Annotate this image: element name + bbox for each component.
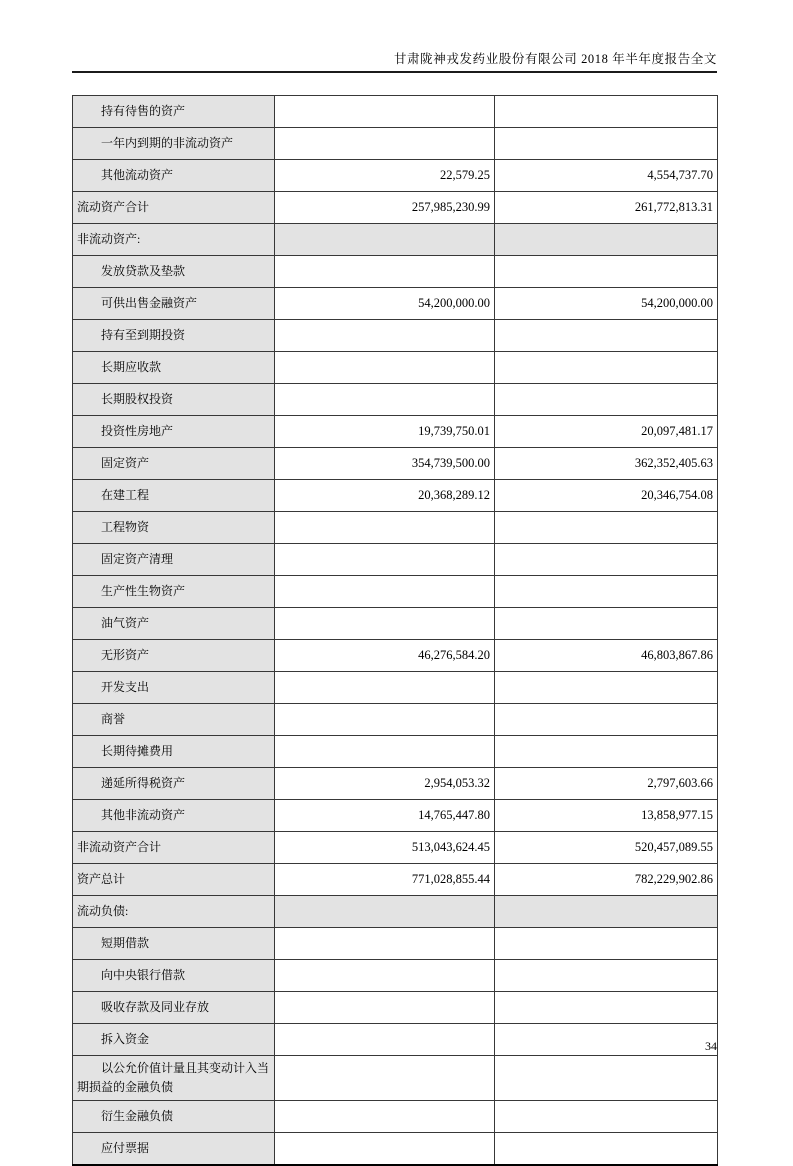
row-label: 生产性生物资产: [73, 576, 275, 608]
row-value-col1: [275, 512, 495, 544]
table-row: [73, 352, 718, 384]
row-value-col1: 354,739,500.00: [275, 448, 495, 480]
table-row: [73, 864, 718, 896]
row-value-col1: [275, 1133, 495, 1166]
table-row: [73, 416, 718, 448]
row-value-col2: [495, 352, 718, 384]
row-value-col2: [495, 384, 718, 416]
row-value-col2: [495, 96, 718, 128]
row-label: 可供出售金融资产: [73, 288, 275, 320]
row-value-col1: [275, 320, 495, 352]
table-row: [73, 640, 718, 672]
row-value-col2: [495, 1133, 718, 1166]
row-value-col1: [275, 544, 495, 576]
row-value-col1: [275, 224, 495, 256]
row-value-col2: [495, 1101, 718, 1133]
report-header-title: 甘肃陇神戎发药业股份有限公司 2018 年半年度报告全文: [393, 52, 717, 66]
row-value-col1: [275, 960, 495, 992]
row-label: 拆入资金: [73, 1024, 275, 1056]
row-value-col2: [495, 576, 718, 608]
row-value-col2: 520,457,089.55: [495, 832, 718, 864]
row-value-col2: 13,858,977.15: [495, 800, 718, 832]
row-label: 工程物资: [73, 512, 275, 544]
row-value-col1: 2,954,053.32: [275, 768, 495, 800]
row-value-col2: [495, 704, 718, 736]
row-value-col1: 513,043,624.45: [275, 832, 495, 864]
row-value-col1: [275, 256, 495, 288]
row-label: 递延所得税资产: [73, 768, 275, 800]
table-row: [73, 384, 718, 416]
row-value-col1: [275, 992, 495, 1024]
table-row: [73, 768, 718, 800]
table-row: [73, 960, 718, 992]
row-value-col2: [495, 256, 718, 288]
row-label: 无形资产: [73, 640, 275, 672]
row-value-col2: [495, 544, 718, 576]
row-value-col1: 14,765,447.80: [275, 800, 495, 832]
row-value-col2: [495, 672, 718, 704]
row-value-col1: [275, 1101, 495, 1133]
table-row: [73, 1101, 718, 1133]
row-label: 商誉: [73, 704, 275, 736]
row-value-col1: [275, 672, 495, 704]
row-value-col2: [495, 128, 718, 160]
row-value-col2: 20,097,481.17: [495, 416, 718, 448]
row-label: 油气资产: [73, 608, 275, 640]
row-value-col2: [495, 736, 718, 768]
row-label: 资产总计: [73, 864, 275, 896]
table-row: [73, 672, 718, 704]
row-value-col2: 362,352,405.63: [495, 448, 718, 480]
row-value-col1: 257,985,230.99: [275, 192, 495, 224]
balance-sheet-table: [72, 95, 718, 1166]
row-label: 以公允价值计量且其变动计入当期损益的金融负债: [73, 1056, 275, 1101]
row-label: 应付票据: [73, 1133, 275, 1166]
row-label: 固定资产: [73, 448, 275, 480]
table-row: [73, 96, 718, 128]
row-value-col2: 782,229,902.86: [495, 864, 718, 896]
table-row: [73, 704, 718, 736]
table-row: [73, 896, 718, 928]
table-row: [73, 160, 718, 192]
row-value-col1: [275, 1056, 495, 1101]
row-label: 流动负债:: [73, 896, 275, 928]
row-value-col2: [495, 992, 718, 1024]
table-row: [73, 992, 718, 1024]
row-label: 其他非流动资产: [73, 800, 275, 832]
row-value-col2: [495, 928, 718, 960]
row-value-col1: [275, 896, 495, 928]
row-label: 非流动资产合计: [73, 832, 275, 864]
balance-sheet-table-body: [73, 96, 718, 1166]
table-row: [73, 1133, 718, 1166]
row-value-col1: 46,276,584.20: [275, 640, 495, 672]
table-row: [73, 544, 718, 576]
table-row: [73, 832, 718, 864]
row-value-col1: [275, 704, 495, 736]
row-label: 长期股权投资: [73, 384, 275, 416]
row-value-col1: 20,368,289.12: [275, 480, 495, 512]
row-value-col2: [495, 608, 718, 640]
row-value-col1: 22,579.25: [275, 160, 495, 192]
row-value-col2: [495, 320, 718, 352]
row-value-col2: 261,772,813.31: [495, 192, 718, 224]
row-label: 流动资产合计: [73, 192, 275, 224]
table-row: [73, 928, 718, 960]
table-row: [73, 192, 718, 224]
row-label: 开发支出: [73, 672, 275, 704]
row-value-col1: [275, 736, 495, 768]
row-label: 持有待售的资产: [73, 96, 275, 128]
row-value-col1: 19,739,750.01: [275, 416, 495, 448]
table-row: [73, 736, 718, 768]
table-row: [73, 256, 718, 288]
row-value-col2: [495, 224, 718, 256]
row-value-col2: 54,200,000.00: [495, 288, 718, 320]
row-value-col2: 2,797,603.66: [495, 768, 718, 800]
page-number: 34: [705, 1039, 717, 1053]
row-value-col2: [495, 512, 718, 544]
row-value-col2: 46,803,867.86: [495, 640, 718, 672]
table-row: [73, 608, 718, 640]
header-divider: [72, 71, 717, 73]
row-value-col1: [275, 352, 495, 384]
row-label: 衍生金融负债: [73, 1101, 275, 1133]
table-row: [73, 480, 718, 512]
row-label: 非流动资产:: [73, 224, 275, 256]
row-label: 固定资产清理: [73, 544, 275, 576]
table-row: [73, 576, 718, 608]
table-row: [73, 1056, 718, 1101]
row-value-col1: [275, 384, 495, 416]
row-label: 在建工程: [73, 480, 275, 512]
row-value-col1: [275, 576, 495, 608]
table-row: [73, 800, 718, 832]
row-label: 其他流动资产: [73, 160, 275, 192]
row-value-col2: 20,346,754.08: [495, 480, 718, 512]
row-label: 持有至到期投资: [73, 320, 275, 352]
row-value-col2: 4,554,737.70: [495, 160, 718, 192]
row-label: 吸收存款及同业存放: [73, 992, 275, 1024]
row-label: 向中央银行借款: [73, 960, 275, 992]
table-row: [73, 512, 718, 544]
table-row: [73, 448, 718, 480]
row-label: 短期借款: [73, 928, 275, 960]
table-row: [73, 288, 718, 320]
row-value-col1: 771,028,855.44: [275, 864, 495, 896]
row-value-col2: [495, 1056, 718, 1101]
row-value-col1: 54,200,000.00: [275, 288, 495, 320]
row-value-col1: [275, 928, 495, 960]
row-value-col1: [275, 96, 495, 128]
table-row: [73, 320, 718, 352]
row-label: 一年内到期的非流动资产: [73, 128, 275, 160]
row-label: 长期应收款: [73, 352, 275, 384]
table-row: [73, 224, 718, 256]
row-value-col1: [275, 608, 495, 640]
row-value-col2: [495, 896, 718, 928]
row-label: 投资性房地产: [73, 416, 275, 448]
row-value-col1: [275, 128, 495, 160]
row-label: 长期待摊费用: [73, 736, 275, 768]
row-label: 发放贷款及垫款: [73, 256, 275, 288]
table-row: [73, 128, 718, 160]
row-value-col2: [495, 960, 718, 992]
